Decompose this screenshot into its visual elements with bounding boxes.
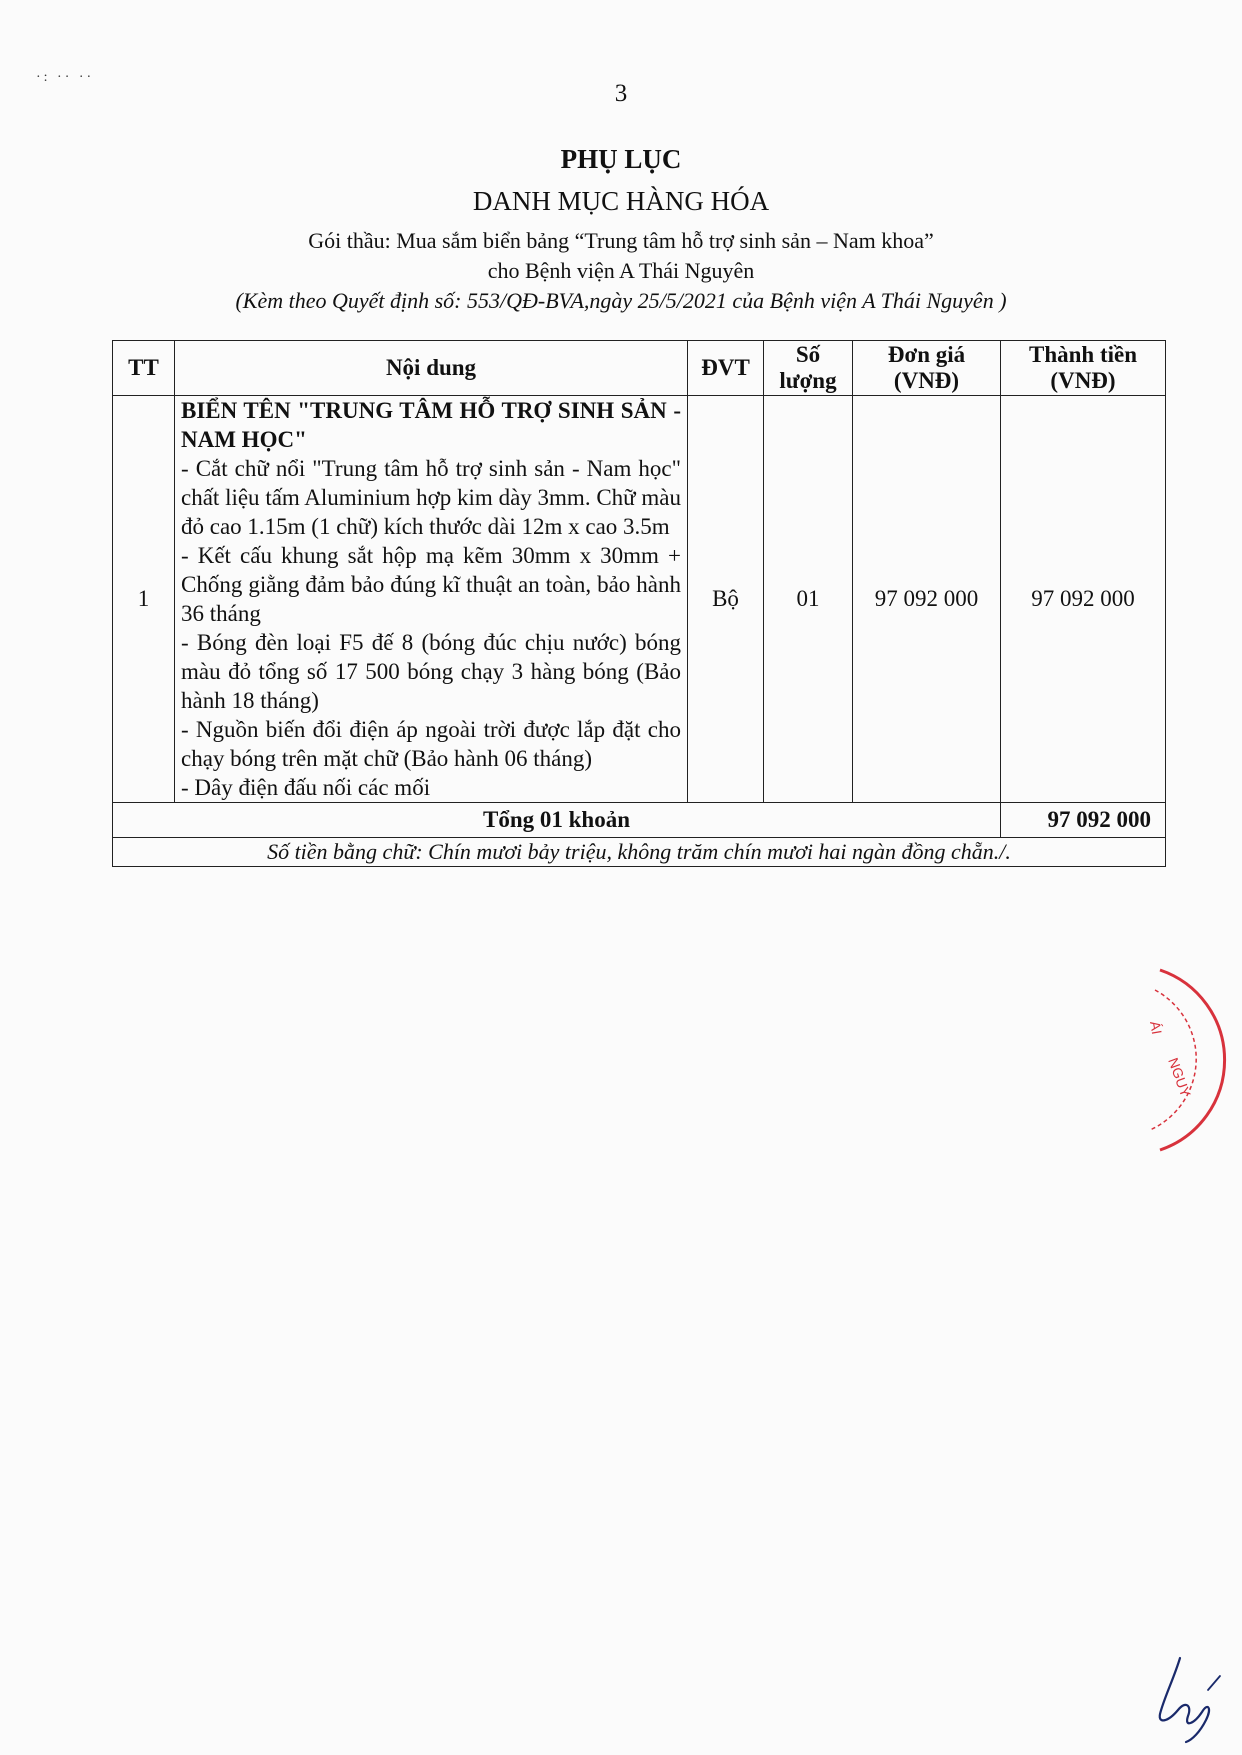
row-unit-price: 97 092 000	[853, 396, 1001, 803]
header-unit-price	[853, 341, 1001, 396]
amount-in-words-row	[113, 838, 1166, 867]
red-seal-stamp	[1110, 960, 1230, 1160]
item-detail: - Cắt chữ nổi "Trung tâm hỗ trợ sinh sản - Nam học" chất liệu tấm Aluminium hợp kim dày 3mm. Chữ màu đỏ cao 1.15m (1 chữ) kích thước dài 12m x cao 3.5m	[181, 456, 681, 539]
row-content	[175, 396, 688, 803]
header-amount-line2: (VNĐ)	[1050, 368, 1116, 393]
total-value: 97 092 000	[1001, 803, 1166, 838]
total-label: Tổng 01 khoản	[113, 803, 1001, 838]
row-amount: 97 092 000	[1001, 396, 1166, 803]
item-detail: - Dây điện đấu nối các mối	[181, 775, 431, 800]
header-quantity-line1: Số	[795, 342, 821, 367]
header-unit-price-line2: (VNĐ)	[893, 368, 960, 393]
total-row	[113, 803, 1166, 838]
header-content: Nội dung	[175, 341, 688, 396]
page-number: 3	[614, 80, 628, 107]
document-subtitle: DANH MỤC HÀNG HÓA	[472, 186, 770, 216]
item-detail: - Bóng đèn loại F5 đế 8 (bóng đúc chịu nước) bóng màu đỏ tổng số 17 500 bóng chạy 3 hàng bóng (Bảo hành 18 tháng)	[181, 630, 681, 713]
header-unit: ĐVT	[688, 341, 764, 396]
item-name: BIỂN TÊN "TRUNG TÂM HỖ TRỢ SINH SẢN - NAM HỌC"	[181, 398, 681, 452]
handwritten-signature	[1150, 1650, 1230, 1745]
package-line: Gói thầu: Mua sắm biển bảng “Trung tâm hỗ trợ sinh sản – Nam khoa”	[308, 228, 934, 253]
document-title: PHỤ LỤC	[560, 144, 682, 174]
header-unit-price-line1: Đơn giá	[887, 342, 966, 367]
header-quantity	[764, 341, 853, 396]
item-detail: - Kết cấu khung sắt hộp mạ kẽm 30mm x 30mm + Chống giằng đảm bảo đúng kĩ thuật an toàn, bảo hành 36 tháng	[181, 543, 681, 626]
goods-table	[112, 340, 1166, 867]
table-header-row	[113, 341, 1166, 396]
amount-in-words: Số tiền bằng chữ: Chín mươi bảy triệu, không trăm chín mươi hai ngàn đồng chẵn./.	[113, 838, 1166, 867]
header-tt: TT	[113, 341, 175, 396]
row-tt: 1	[113, 396, 175, 803]
row-quantity: 01	[764, 396, 853, 803]
stamp-text-top: ÁI	[1147, 1019, 1166, 1036]
header-amount	[1001, 341, 1166, 396]
scan-specks: ·: ·· ··	[36, 70, 95, 85]
header-quantity-line2: lượng	[779, 368, 837, 393]
hospital-line: cho Bệnh viện A Thái Nguyên	[487, 258, 755, 283]
stamp-text-bottom: NGUY	[1165, 1055, 1195, 1100]
item-detail: - Nguồn biến đổi điện áp ngoài trời được lắp đặt cho chạy bóng trên mặt chữ (Bảo hành 06 tháng)	[181, 717, 681, 771]
decision-line: (Kèm theo Quyết định số: 553/QĐ-BVA,ngày 25/5/2021 của Bệnh viện A Thái Nguyên )	[235, 288, 1007, 313]
header-amount-line1: Thành tiền	[1028, 342, 1137, 367]
table-row	[113, 396, 1166, 803]
row-unit: Bộ	[688, 396, 764, 803]
